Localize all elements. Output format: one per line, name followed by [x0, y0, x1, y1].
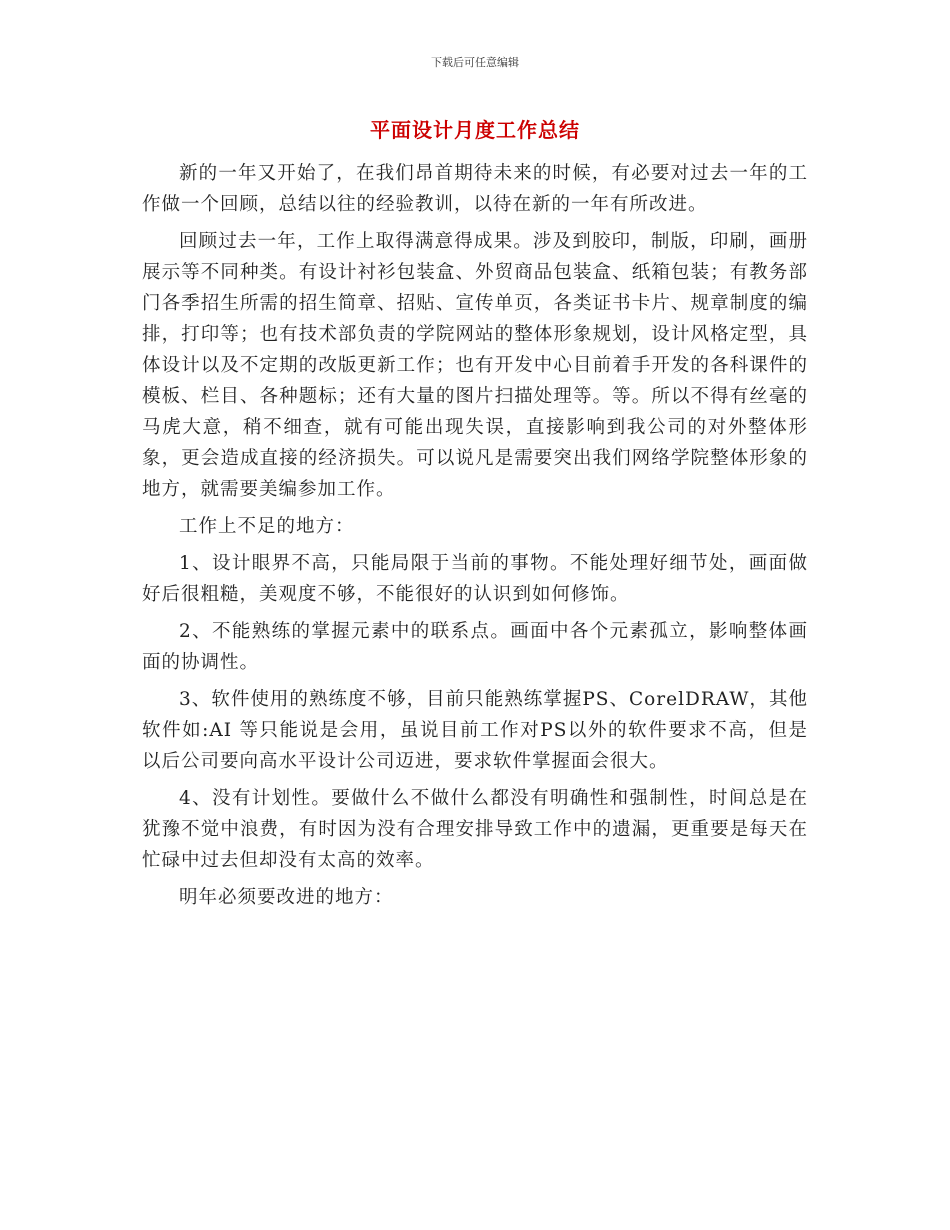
- paragraph-shortcoming-2: 2、不能熟练的掌握元素中的联系点。画面中各个元素孤立，影响整体画面的协调性。: [142, 621, 808, 673]
- document-body: [142, 158, 808, 919]
- paragraph-shortcomings-heading: 工作上不足的地方：: [179, 516, 355, 537]
- header-note: 下载后可任意编辑: [431, 56, 519, 69]
- document-title: 平面设计月度工作总结: [370, 118, 580, 142]
- paragraph-improvements-heading: 明年必须要改进的地方：: [179, 887, 394, 908]
- paragraph-shortcoming-1: 1、设计眼界不高，只能局限于当前的事物。不能处理好细节处，画面做好后很粗糙，美观度不够，不能很好的认识到如何修饰。: [142, 553, 808, 605]
- paragraph-intro: 新的一年又开始了，在我们昂首期待未来的时候，有必要对过去一年的工作做一个回顾，总结以往的经验教训，以待在新的一年有所改进。: [142, 163, 808, 215]
- paragraph-shortcoming-4: 4、没有计划性。要做什么不做什么都没有明确性和强制性，时间总是在犹豫不觉中浪费，有时因为没有合理安排导致工作中的遗漏，更重要是每天在忙碌中过去但却没有太高的效率。: [142, 788, 808, 871]
- paragraph-review: 回顾过去一年，工作上取得满意得成果。涉及到胶印，制版，印刷，画册展示等不同种类。有设计衬衫包装盒、外贸商品包装盒、纸箱包装；有教务部门各季招生所需的招生简章、招贴、宣传单页，各类证书卡片、规章制度的编排，打印等；也有技术部负责的学院网站的整体形象规划，设计风格定型，具体设计以及不定期的改版更新工作；也有开发中心目前着手开发的各科课件的模板、栏目、各种题标；还有大量的图片扫描处理等。等。所以不得有丝毫的马虎大意，稍不细查，就有可能出现失误，直接影响到我公司的对外整体形象，更会造成直接的经济损失。可以说凡是需要突出我们网络学院整体形象的地方，就需要美编参加工作。: [142, 231, 808, 500]
- paragraph-shortcoming-3: 3、软件使用的熟练度不够，目前只能熟练掌握PS、CorelDRAW，其他软件如:AI 等只能说是会用，虽说目前工作对PS以外的软件要求不高，但是以后公司要向高水平设计公司迈进，要求软件掌握面会很大。: [142, 689, 808, 772]
